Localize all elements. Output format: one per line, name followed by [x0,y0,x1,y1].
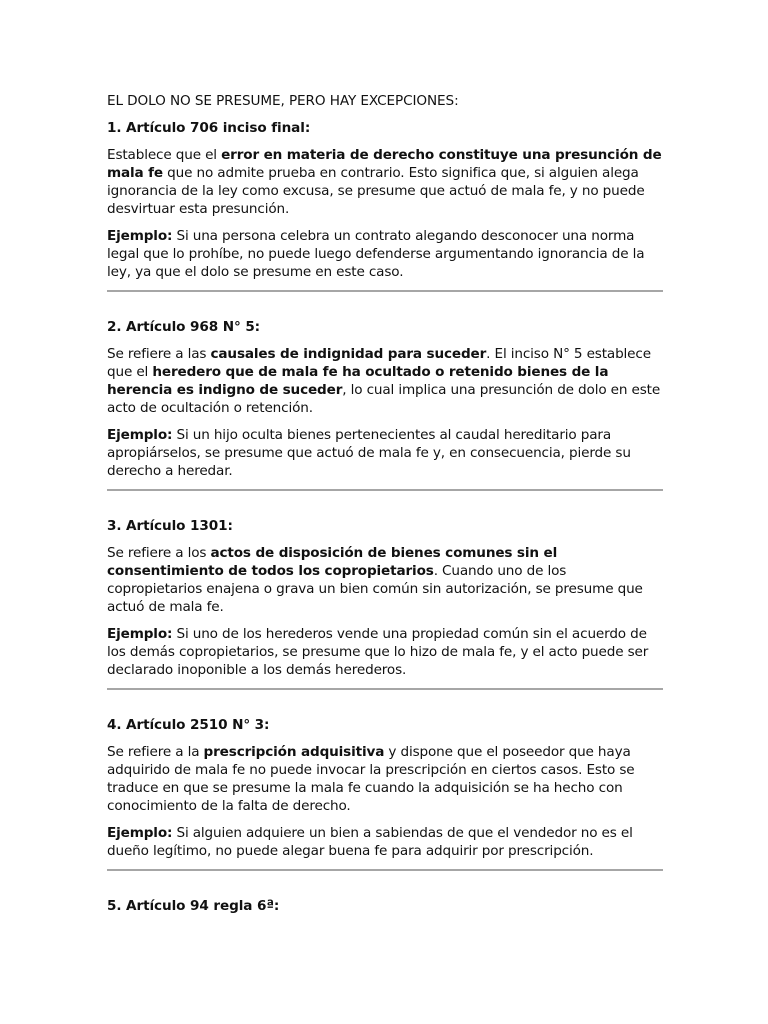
text-run: que no admite prueba en contrario. Esto significa que, si alguien alega ignorancia de la ley como excusa, se presume que actuó de mala fe, y no puede desvirtuar esta presunción. [107,165,645,217]
text-run: Se refiere a los [107,545,211,561]
section-divider [107,290,663,292]
article-description [107,345,663,417]
article-description [107,544,663,616]
example-label: Ejemplo: [107,626,173,642]
text-run: y dispone que el poseedor que haya adquirido de mala fe no puede invocar la prescripción en ciertos casos. Esto se traduce en que se presume la mala fe cuando la adquisición se ha hecho con conocimiento de la falta de derecho. [107,744,635,814]
document-intro: EL DOLO NO SE PRESUME, PERO HAY EXCEPCIONES: [107,93,459,109]
text-run: . El inciso N° 5 establece que el [107,346,651,380]
section-divider [107,869,663,871]
bold-text: actos de disposición de bienes comunes sin el consentimiento de todos los copropietarios [107,545,558,579]
article-heading: 3. Artículo 1301: [107,518,233,534]
example-label: Ejemplo: [107,228,173,244]
text-run: Establece que el [107,147,222,163]
document-page [107,92,663,924]
text-run: , lo cual implica una presunción de dolo en este acto de ocultación o retención. [107,382,661,416]
sections-container [107,119,663,915]
bold-text: causales de indignidad para suceder [210,346,487,362]
article-heading: 2. Artículo 968 N° 5: [107,319,261,335]
text-run: Se refiere a las [107,346,211,362]
example-text: Si alguien adquiere un bien a sabiendas de que el vendedor no es el dueño legítimo, no puede alegar buena fe para adquirir por prescripción. [107,825,633,859]
article-section [107,716,663,871]
article-description [107,146,663,218]
example-text: Si una persona celebra un contrato alegando desconocer una norma legal que lo prohíbe, no puede luego defenderse argumentando ignorancia de la ley, ya que el dolo se presume en este caso. [107,228,645,280]
example-label: Ejemplo: [107,825,173,841]
article-description [107,743,663,815]
example-paragraph [107,824,663,860]
example-paragraph [107,625,663,679]
section-divider [107,688,663,690]
article-heading: 5. Artículo 94 regla 6ª: [107,898,280,914]
article-heading: 4. Artículo 2510 N° 3: [107,717,270,733]
article-section [107,897,663,915]
example-text: Si un hijo oculta bienes pertenecientes al caudal hereditario para apropiárselos, se presume que actuó de mala fe y, en consecuencia, pierde su derecho a heredar. [107,427,631,479]
example-paragraph [107,426,663,480]
article-section [107,119,663,292]
example-text: Si uno de los herederos vende una propiedad común sin el acuerdo de los demás copropietarios, se presume que lo hizo de mala fe, y el acto puede ser declarado inoponible a los demás herederos. [107,626,649,678]
text-run: . Cuando uno de los copropietarios enajena o grava un bien común sin autorización, se presume que actuó de mala fe. [107,563,643,615]
article-section [107,318,663,491]
article-heading: 1. Artículo 706 inciso final: [107,120,311,136]
bold-text: error en materia de derecho constituye una presunción de mala fe [107,147,662,181]
bold-text: prescripción adquisitiva [203,744,385,760]
bold-text: heredero que de mala fe ha ocultado o retenido bienes de la herencia es indigno de suceder [107,364,609,398]
section-divider [107,489,663,491]
example-label: Ejemplo: [107,427,173,443]
article-section [107,517,663,690]
example-paragraph [107,227,663,281]
text-run: Se refiere a la [107,744,204,760]
